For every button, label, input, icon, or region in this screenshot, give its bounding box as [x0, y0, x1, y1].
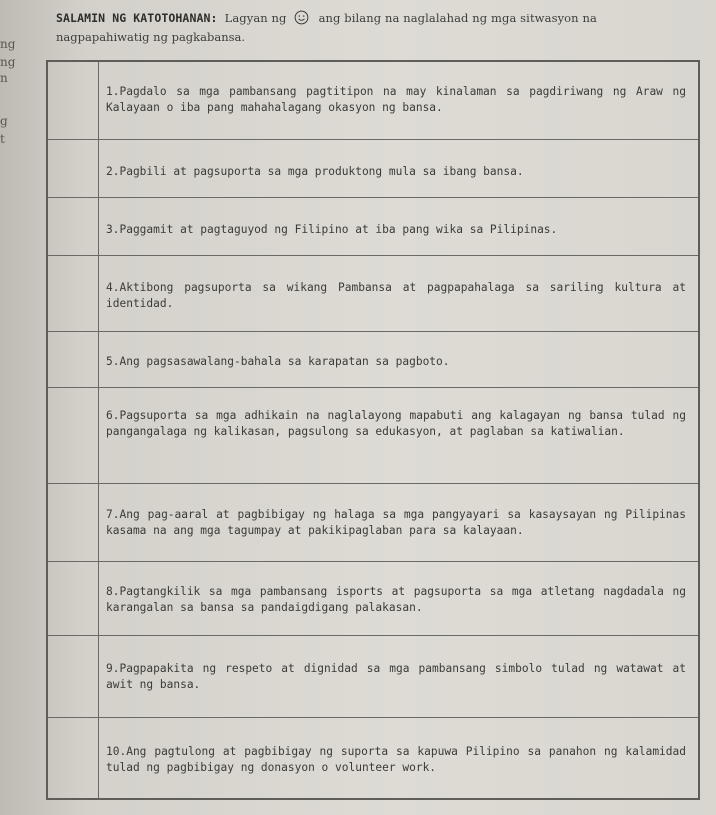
statement-text: 3.Paggamit at pagtaguyod ng Filipino at iba pang wika sa Pilipinas.: [106, 223, 558, 236]
table-row: [48, 718, 698, 798]
statement-text: 7.Ang pag-aaral at pagbibigay ng halaga sa mga pangyayari sa kasaysayan ng Pilipinas kasama na ang mga tagumpay at pakikipaglaban para sa kalayaan.: [106, 508, 686, 537]
table-row: [48, 388, 698, 484]
table-row: [48, 140, 698, 198]
left-margin-text: g: [0, 114, 8, 128]
answer-box[interactable]: [48, 636, 98, 717]
instructions-subtitle: nagpapahiwatig ng pagkabansa.: [56, 30, 246, 44]
table-row: [48, 636, 698, 718]
answer-box[interactable]: [48, 198, 98, 255]
left-margin-text: ng: [0, 37, 16, 51]
statement-text: 2.Pagbili at pagsuporta sa mga produktong mula sa ibang bansa.: [106, 165, 524, 178]
statement-text: 10.Ang pagtulong at pagbibigay ng suporta sa kapuwa Pilipino sa panahon ng kalamidad tulad ng pagbibigay ng donasyon o volunteer work.: [106, 745, 686, 774]
statement-text: 1.Pagdalo sa mga pambansang pagtitipon na may kinalaman sa pagdiriwang ng Araw ng Kalayaan o iba pang mahahalagang okasyon ng bansa.: [106, 85, 686, 114]
answer-box[interactable]: [48, 62, 98, 139]
answer-box[interactable]: [48, 388, 98, 483]
table-row: [48, 256, 698, 332]
table-row: [48, 484, 698, 562]
instructions-heading: SALAMIN NG KATOTOHANAN:: [56, 11, 218, 25]
statements-table: [46, 60, 700, 800]
table-row: [48, 62, 698, 140]
answer-box[interactable]: [48, 718, 98, 798]
statement-text: 4.Aktibong pagsuporta sa wikang Pambansa at pagpapahalaga sa sariling kultura at identidad.: [106, 281, 686, 310]
statement-text: 5.Ang pagsasawalang-bahala sa karapatan sa pagboto.: [106, 355, 450, 368]
answer-box[interactable]: [48, 484, 98, 561]
table-row: [48, 332, 698, 388]
statement-text: 9.Pagpapakita ng respeto at dignidad sa mga pambansang simbolo tulad ng watawat at awit ng bansa.: [106, 662, 686, 691]
statement-text: 8.Pagtangkilik sa mga pambansang isports at pagsuporta sa mga atletang nagdadala ng karangalan sa bansa sa pandaigdigang palakasan.: [106, 585, 686, 614]
table-row: [48, 562, 698, 636]
smiley-face-icon: [294, 10, 309, 25]
instructions-text-part2: ang bilang na naglalahad ng mga sitwasyon na: [318, 11, 597, 25]
left-margin-text: t: [0, 132, 5, 146]
left-margin-text: n: [0, 71, 8, 85]
instructions-title: [56, 10, 597, 25]
table-row: [48, 198, 698, 256]
answer-box[interactable]: [48, 256, 98, 331]
left-margin-text: ng: [0, 55, 16, 69]
statement-text: 6.Pagsuporta sa mga adhikain na naglalayong mapabuti ang kalagayan ng bansa tulad ng pangangalaga ng kalikasan, pagsulong sa edukasyon, at paglaban sa katiwalian.: [106, 409, 686, 438]
answer-box[interactable]: [48, 140, 98, 197]
answer-box[interactable]: [48, 562, 98, 635]
answer-box[interactable]: [48, 332, 98, 387]
instructions-text-part1: Lagyan ng: [224, 11, 287, 25]
